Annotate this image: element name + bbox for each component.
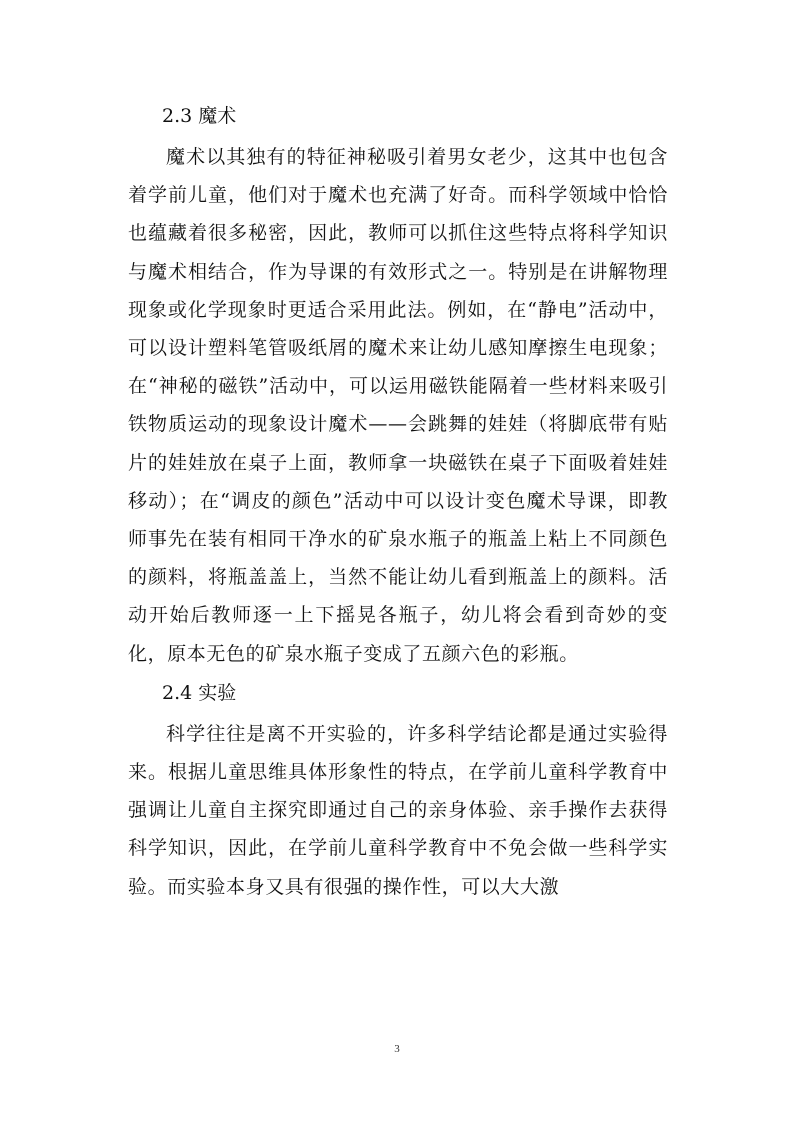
page-number: 3 <box>394 1043 400 1055</box>
paragraph-magic: 魔术以其独有的特征神秘吸引着男女老少，这其中也包含着学前儿童，他们对于魔术也充满了好奇。而科学领域中恰恰也蕴藏着很多秘密，因此，教师可以抓住这些特点将科学知识与魔术相结合，作为导课的有效形式之一。特别是在讲解物理现象或化学现象时更适合采用此法。例如，在“静电”活动中，可以设计塑料笔管吸纸屑的魔术来让幼儿感知摩擦生电现象；在“神秘的磁铁”活动中，可以运用磁铁能隔着一些材料来吸引铁物质运动的现象设计魔术——会跳舞的娃娃（将脚底带有贴片的娃娃放在桌子上面，教师拿一块磁铁在桌子下面吸着娃娃移动）；在“调皮的颜色”活动中可以设计变色魔术导课，即教师事先在装有相同干净水的矿泉水瓶子的瓶盖上粘上不同颜色的颜料，将瓶盖盖上，当然不能让幼儿看到瓶盖上的颜料。活动开始后教师逐一上下摇晃各瓶子，幼儿将会看到奇妙的变化，原本无色的矿泉水瓶子变成了五颜六色的彩瓶。 <box>128 146 668 665</box>
section-heading-magic: 2.3 魔术 <box>162 105 237 127</box>
page-body <box>128 100 668 906</box>
section-heading-experiment: 2.4 实验 <box>162 681 237 704</box>
paragraph-experiment: 科学往往是离不开实验的，许多科学结论都是通过实验得来。根据儿童思维具体形象性的特点，在学前儿童科学教育中强调让儿童自主探究即通过自己的亲身体验、亲手操作去获得科学知识，因此，在学前儿童科学教育中不免会做一些科学实验。而实验本身又具有很强的操作性，可以大大激 <box>128 722 668 898</box>
